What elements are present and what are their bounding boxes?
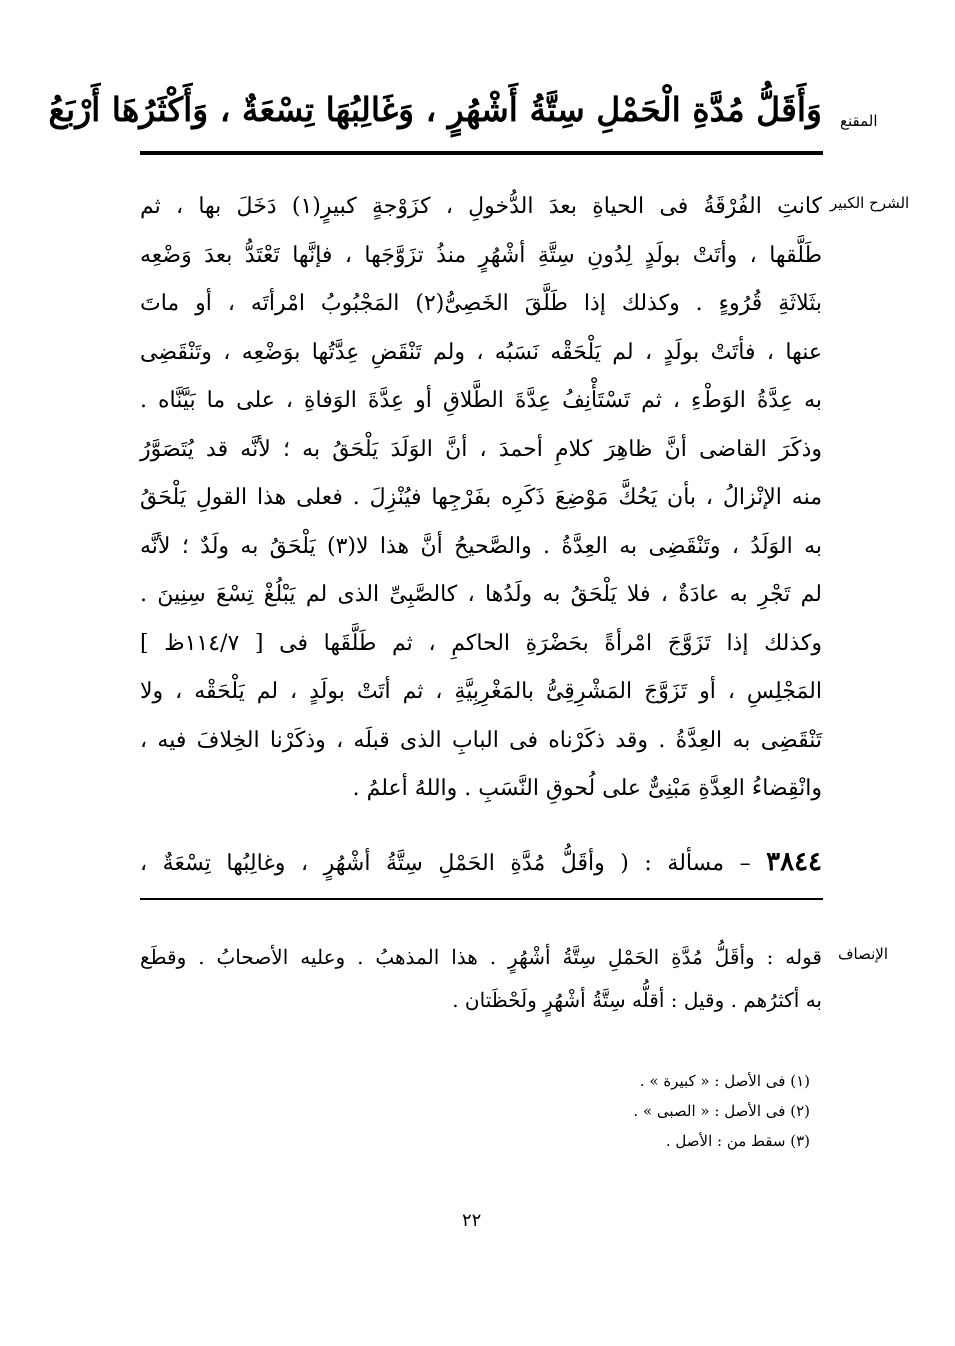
sharh-line: وذكَرَ القاضى أنَّ ظاهِرَ كلامِ أحمدَ ، أنَّ الوَلَدَ يَلْحَقُ به ؛ لأنَّه قد يُتَصَوَّرُ xyxy=(140,436,822,462)
sharh-line: به عِدَّةُ الوَطْءِ ، ثم تَسْتَأْنِفُ عِدَّةَ الطَّلاقِ أو عِدَّةَ الوَفاةِ ، على ما بَيَّنَّاه . xyxy=(140,388,822,413)
page-number: ٢٢ xyxy=(462,1210,482,1231)
masala-number: ٣٨٤٤ xyxy=(766,847,822,877)
sharh-line: طَلَّقها ، وأتَتْ بولَدٍ لِدُونِ سِتَّةِ أشْهُرٍ منذُ تزَوَّجَها ، فإنَّها تَعْتَدُّ بعدَ وَضْعِه xyxy=(140,242,822,268)
insaf-line: قوله : وأقَلُّ مُدَّةِ الحَمْلِ سِتَّةُ أشْهُرٍ . هذا المذهبُ . وعليه الأصحابُ . وقطَع xyxy=(140,945,822,969)
sharh-line: بثَلاثَةِ قُرُوءٍ . وكذلك إذا طَلَّقَ الخَصِىُّ(٢) المَجْبُوبُ امْرأتَه ، أو ماتَ xyxy=(140,291,823,316)
sharh-line: به الوَلَدُ ، وتَنْقَضِى به العِدَّةُ . والصَّحيحُ أنَّ هذا لا(٣) يَلْحَقُ به ولَدٌ ؛ لأنَّه xyxy=(140,533,822,559)
insaf-text xyxy=(140,936,822,1022)
muqni-line: وَأَقَلُّ مُدَّةِ الْحَمْلِ سِتَّةُ أَشْهُرٍ ، وَغَالِبُهَا تِسْعَةٌ ، وَأَكْثَرُهَا أَرْبَعُ xyxy=(48,90,822,129)
sharh-line: لم تَجْرِ به عادَةٌ ، فلا يَلْحَقُ به ولَدُها ، كالصَّبِىِّ الذى لم يَبْلُغْ تِسْعَ سِنِينَ . xyxy=(140,582,822,607)
footnotes xyxy=(440,1066,810,1156)
sharh-line: تَنْقَضِى به العِدَّةُ . وقد ذكَرْناه فى البابِ الذى قبلَه ، وذكَرْنا الخِلافَ فيه ، xyxy=(140,727,822,753)
sharh-label: الشرح الكبير xyxy=(830,194,910,212)
footnote: (١) فى الأصل : « كبيرة » . xyxy=(639,1072,810,1090)
muqni-label: المقنع xyxy=(840,112,878,130)
insaf-line: به أكثرُهم . وقيل : أقلُّه سِتَّةُ أشْهُرٍ ولَحْظَتان . xyxy=(452,988,822,1012)
sharh-line: عنها ، فأتَتْ بولَدٍ ، لم يَلْحَقْه نَسَبُه ، ولم تَنْقَضِ عِدَّتُها بوَضْعِه ، وتَنْقَضِى xyxy=(140,339,822,365)
insaf-label: الإنصاف xyxy=(838,945,889,963)
muqni-text xyxy=(48,86,822,134)
sharh-line: منه الإنْزالُ ، بأن يَحُكَّ مَوْضِعَ ذَكَرِه بفَرْجِها فيُنْزِلَ . فعلى هذا القولِ يَلْحَقُ xyxy=(140,485,822,510)
sharh-line: وكذلك إذا تَزَوَّجَ امْرأةً بحَضْرَةِ الحاكمِ ، ثم طَلَّقَها فى [ ١١٤/٧ظ ] xyxy=(140,630,822,656)
footnote: (٢) فى الأصل : « الصبى » . xyxy=(633,1102,810,1120)
muqni-divider xyxy=(140,151,823,155)
sharh-line: المَجْلِسِ ، أو تَزَوَّجَ المَشْرِقِىُّ بالمَغْرِبِيَّةِ ، ثم أتَتْ بولَدٍ ، لم يَلْحَقْه ، ولا xyxy=(140,679,822,704)
masala-text: – مسألة : ( وأقَلُّ مُدَّةِ الحَمْلِ سِتَّةُ أشْهُرٍ ، وغالِبُها تِسْعَةٌ ، xyxy=(140,851,751,876)
sharh-line: كانتِ الفُرْقَةُ فى الحياةِ بعدَ الدُّخولِ ، كزَوْجةٍ كبيرٍ(١) دَخَلَ بها ، ثم xyxy=(140,194,823,219)
masala-line xyxy=(140,842,822,884)
footnote: (٣) سقط من : الأصل . xyxy=(665,1132,810,1150)
sharh-line: وانْقِضاءُ العِدَّةِ مَبْنِىٌّ على لُحوقِ النَّسَبِ . واللهُ أعلمُ . xyxy=(352,776,822,801)
sharh-text xyxy=(140,183,822,814)
masala-heading xyxy=(140,842,822,884)
sharh-divider xyxy=(140,898,823,900)
